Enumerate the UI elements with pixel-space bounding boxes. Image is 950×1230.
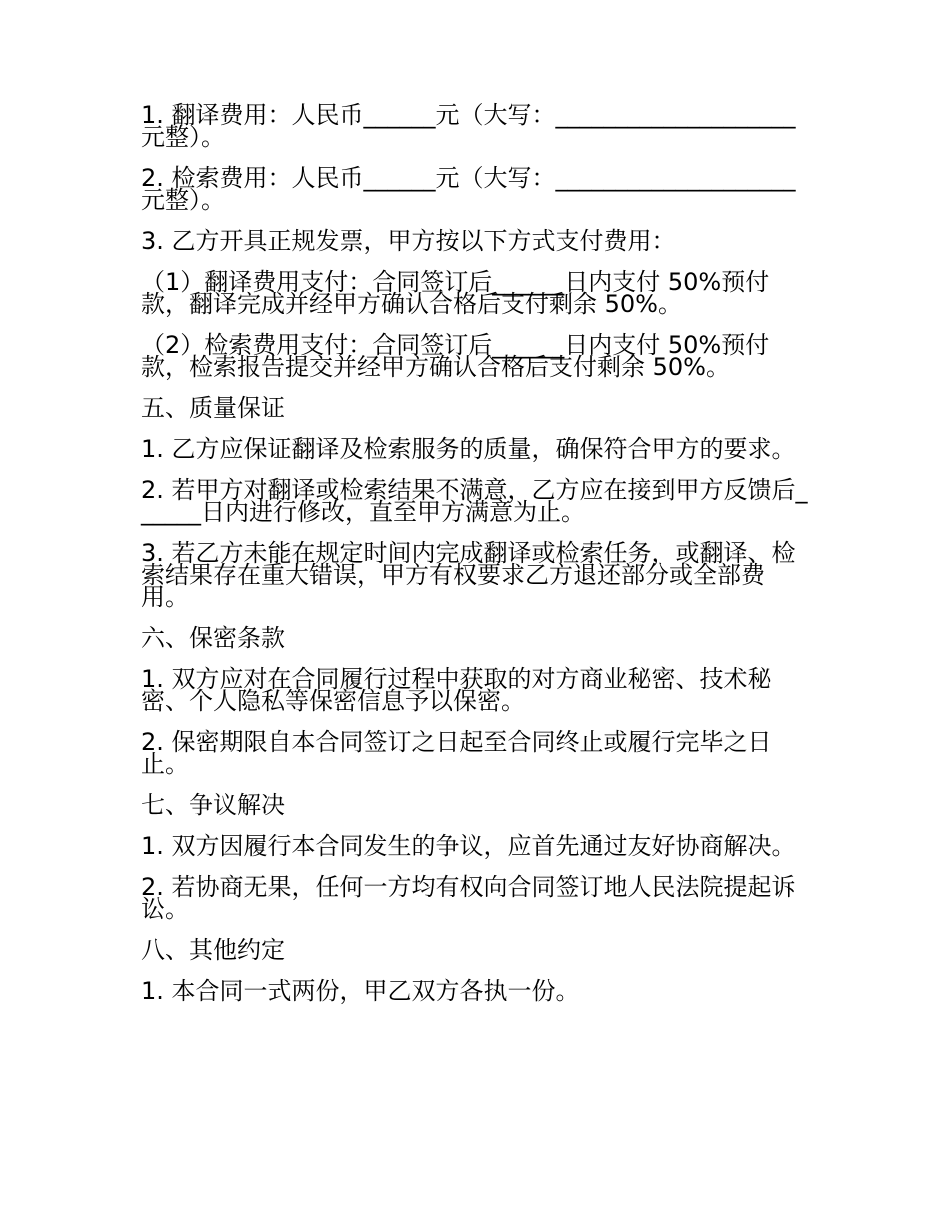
payment-method-intro: 3. 乙方开具正规发票，甲方按以下方式支付费用： [141, 227, 676, 255]
other-clause-1: 1. 本合同一式两份，甲乙双方各执一份。 [141, 977, 580, 1005]
document-body [141, 101, 811, 1021]
section-heading-other: 八、其他约定 [141, 936, 285, 964]
confidentiality-clause-1: 1. 双方应对在合同履行过程中获取的对方商业秘密、技术秘密、个人隐私等保密信息予以保密。 [141, 665, 772, 715]
payment-translation-fee: 1. 翻译费用：人民币______元（大写：____________________元整）。 [141, 101, 796, 151]
payment-search-fee: 2. 检索费用：人民币______元（大写：____________________元整）。 [141, 164, 796, 214]
section-heading-dispute: 七、争议解决 [141, 791, 285, 819]
section-heading-quality: 五、质量保证 [141, 394, 285, 422]
dispute-clause-1: 1. 双方因履行本合同发生的争议，应首先通过友好协商解决。 [141, 832, 796, 860]
dispute-clause-2: 2. 若协商无果，任何一方均有权向合同签订地人民法院提起诉讼。 [141, 873, 796, 923]
quality-clause-2: 2. 若甲方对翻译或检索结果不满意，乙方应在接到甲方反馈后______日内进行修改，直至甲方满意为止。 [141, 476, 808, 526]
confidentiality-clause-2: 2. 保密期限自本合同签订之日起至合同终止或履行完毕之日止。 [141, 728, 772, 778]
payment-method-translation: （1）翻译费用支付：合同签订后______日内支付 50%预付款，翻译完成并经甲方确认合格后支付剩余 50%。 [141, 268, 770, 318]
quality-clause-3: 3. 若乙方未能在规定时间内完成翻译或检索任务，或翻译、检索结果存在重大错误，甲方有权要求乙方退还部分或全部费用。 [141, 539, 796, 611]
payment-method-search: （2）检索费用支付：合同签订后______日内支付 50%预付款，检索报告提交并经甲方确认合格后支付剩余 50%。 [141, 331, 770, 381]
section-heading-confidentiality: 六、保密条款 [141, 624, 285, 652]
quality-clause-1: 1. 乙方应保证翻译及检索服务的质量，确保符合甲方的要求。 [141, 435, 796, 463]
